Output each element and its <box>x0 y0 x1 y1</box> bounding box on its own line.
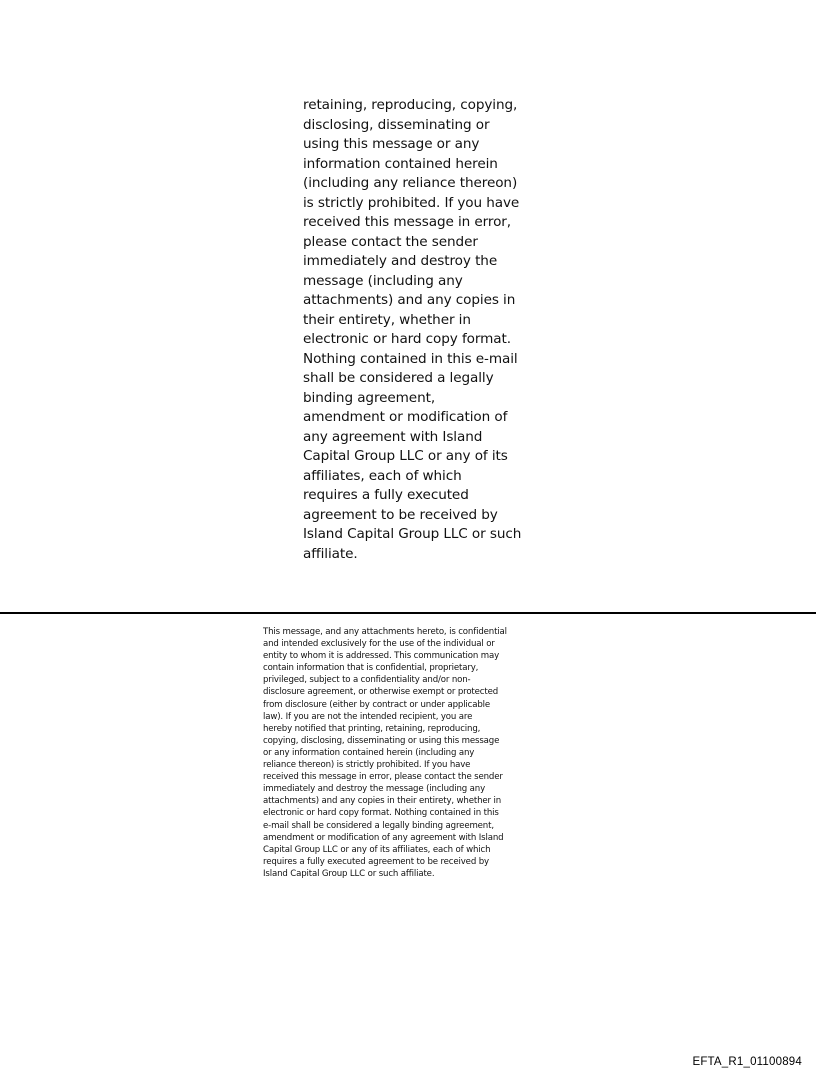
upper-disclaimer-line: requires a fully executed <box>303 487 469 503</box>
lower-disclaimer-line: e-mail shall be considered a legally binding agreement, <box>263 820 494 831</box>
lower-disclaimer-line: electronic or hard copy format. Nothing contained in this <box>263 808 499 819</box>
document-id: EFTA_R1_01100894 <box>692 1056 802 1068</box>
lower-disclaimer-line: amendment or modification of any agreement with Island <box>263 832 504 843</box>
lower-disclaimer-line: and intended exclusively for the use of the individual or <box>263 639 495 650</box>
upper-disclaimer-line: is strictly prohibited. If you have <box>303 194 520 211</box>
lower-disclaimer <box>263 626 563 880</box>
upper-disclaimer-line: binding agreement, <box>303 389 436 406</box>
upper-disclaimer-line: electronic or hard copy format. <box>303 331 511 347</box>
lower-disclaimer-line: immediately and destroy the message (including any <box>263 784 486 795</box>
upper-disclaimer-line: message (including any <box>303 272 463 289</box>
upper-disclaimer-line: Nothing contained in this e-mail <box>303 350 518 367</box>
upper-disclaimer-line: affiliates, each of which <box>303 467 462 484</box>
lower-disclaimer-line: Island Capital Group LLC or such affiliate. <box>263 868 435 879</box>
lower-disclaimer-line: law). If you are not the intended recipient, you are <box>263 711 473 722</box>
upper-disclaimer-line: attachments) and any copies in <box>303 292 516 308</box>
upper-disclaimer-line: please contact the sender <box>303 233 478 250</box>
lower-disclaimer-line: received this message in error, please contact the sender <box>263 772 503 783</box>
lower-disclaimer-line: hereby notified that printing, retaining, reproducing, <box>263 723 481 734</box>
upper-disclaimer-line: received this message in error, <box>303 214 512 230</box>
upper-disclaimer-line: disclosing, disseminating or <box>303 116 490 133</box>
lower-disclaimer-line: reliance thereon) is strictly prohibited. If you have <box>263 760 471 771</box>
lower-disclaimer-line: entity to whom it is addressed. This communication may <box>263 651 500 662</box>
upper-disclaimer-line: affiliate. <box>303 545 358 562</box>
upper-disclaimer-line: agreement to be received by <box>303 506 498 523</box>
lower-disclaimer-line: or any information contained herein (including any <box>263 747 475 758</box>
upper-disclaimer-line: immediately and destroy the <box>303 253 498 269</box>
horizontal-divider <box>0 612 816 614</box>
lower-disclaimer-line: contain information that is confidential, proprietary, <box>263 663 479 674</box>
upper-disclaimer-line: shall be considered a legally <box>303 370 494 386</box>
upper-disclaimer <box>303 96 533 564</box>
upper-disclaimer-line: retaining, reproducing, copying, <box>303 97 518 113</box>
lower-disclaimer-line: privileged, subject to a confidentiality and/or non- <box>263 675 471 686</box>
upper-disclaimer-line: Island Capital Group LLC or such <box>303 526 522 542</box>
lower-disclaimer-line: requires a fully executed agreement to be received by <box>263 856 489 867</box>
upper-disclaimer-line: Capital Group LLC or any of its <box>303 448 508 464</box>
upper-disclaimer-line: any agreement with Island <box>303 428 483 445</box>
lower-disclaimer-line: disclosure agreement, or otherwise exempt or protected <box>263 687 499 698</box>
upper-disclaimer-line: their entirety, whether in <box>303 311 471 328</box>
lower-disclaimer-line: attachments) and any copies in their entirety, whether in <box>263 796 502 807</box>
lower-disclaimer-line: This message, and any attachments hereto, is confidential <box>263 627 507 637</box>
lower-disclaimer-line: from disclosure (either by contract or under applicable <box>263 699 491 710</box>
upper-disclaimer-line: amendment or modification of <box>303 409 508 425</box>
upper-disclaimer-line: using this message or any <box>303 136 480 152</box>
lower-disclaimer-line: Capital Group LLC or any of its affiliates, each of which <box>263 844 491 855</box>
upper-disclaimer-line: information contained herein <box>303 155 498 172</box>
lower-disclaimer-line: copying, disclosing, disseminating or using this message <box>263 735 500 746</box>
upper-disclaimer-line: (including any reliance thereon) <box>303 175 518 191</box>
